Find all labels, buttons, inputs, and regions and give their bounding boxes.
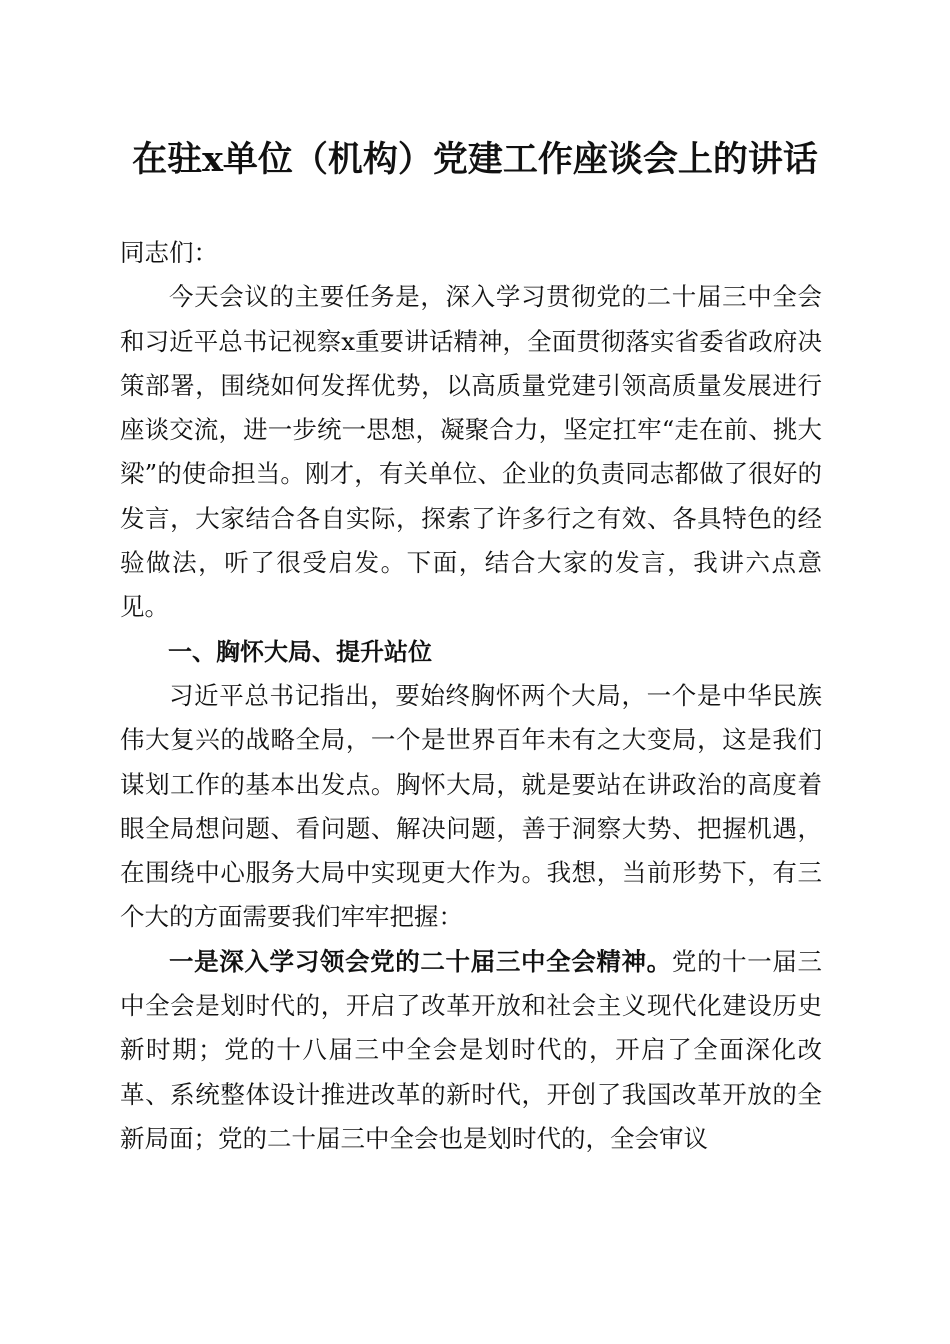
point1-lead: 一是深入学习领会党的二十届三中全会精神。 (169, 946, 672, 976)
section1-paragraph: 习近平总书记指出，要始终胸怀两个大局，一个是中华民族伟大复兴的战略全局，一个是世界百年未有之大变局，这是我们谋划工作的基本出发点。胸怀大局，就是要站在讲政治的高度着眼全局想问题、看问题、解决问题，善于洞察大势、把握机遇，在围绕中心服务大局中实现更大作为。我想，当前形势下，有三个大的方面需要我们牢牢把握： (120, 680, 822, 932)
document-body (120, 231, 822, 1161)
point1-text: 党的十一届三中全会是划时代的，开启了改革开放和社会主义现代化建设历史新时期；党的十八届三中全会是划时代的，开启了全面深化改革、系统整体设计推进改革的新时代，开创了我国改革开放的全新局面；党的二十届三中全会也是划时代的，全会审议 (120, 946, 823, 1153)
document-title: 在驻x单位（机构）党建工作座谈会上的讲话 (132, 139, 818, 180)
section-heading-1: 一、胸怀大局、提升站位 (168, 637, 432, 666)
intro-paragraph: 今天会议的主要任务是，深入学习贯彻党的二十届三中全会和习近平总书记视察x重要讲话精神，全面贯彻落实省委省政府决策部署，围绕如何发挥优势，以高质量党建引领高质量发展进行座谈交流，进一步统一思想，凝聚合力，坚定扛牢“走在前、挑大梁”的使命担当。刚才，有关单位、企业的负责同志都做了很好的发言，大家结合各自实际，探索了许多行之有效、各具特色的经验做法，听了很受启发。下面，结合大家的发言，我讲六点意见。 (120, 282, 822, 622)
salutation: 同志们： (120, 238, 218, 267)
point1-paragraph (120, 940, 822, 1161)
